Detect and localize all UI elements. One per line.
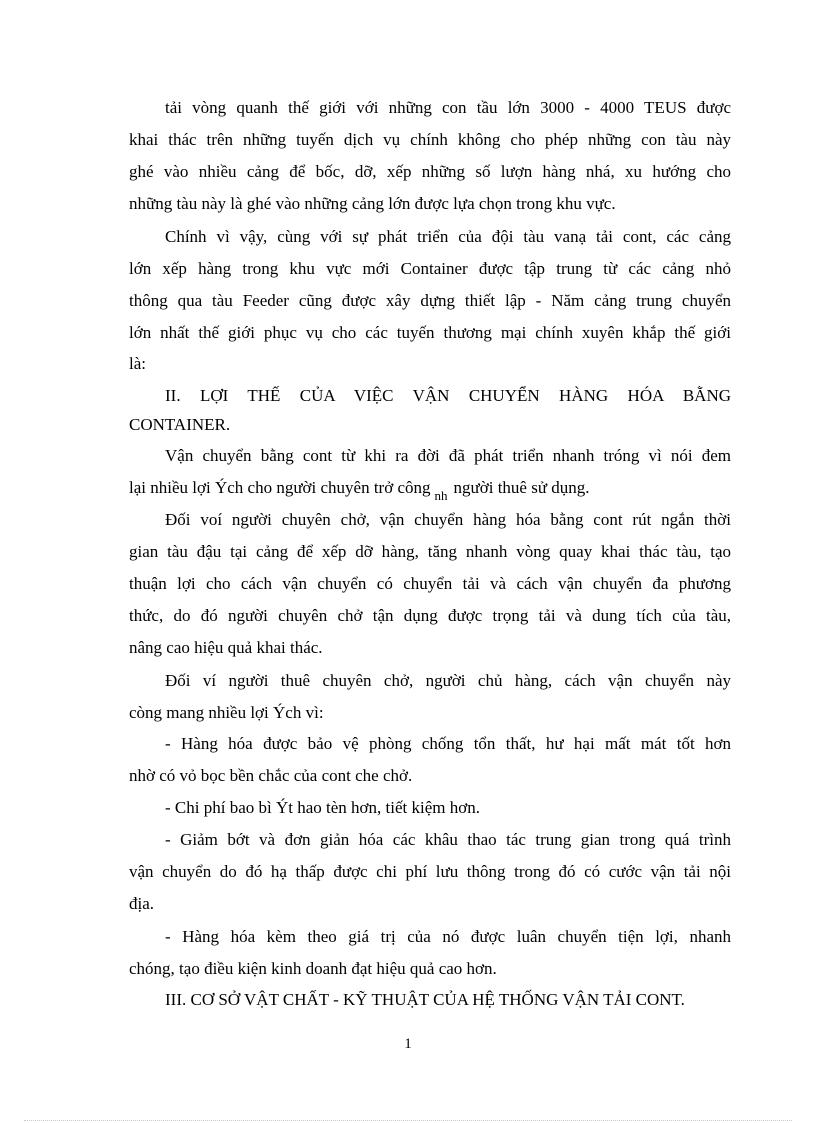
text-line: Đối ví người thuê chuyên chở, người chủ hàng, cách vận chuyển này xyxy=(165,671,731,690)
text-line: tải vòng quanh thế giới với những con tầu lớn 3000 - 4000 TEUS được xyxy=(165,98,731,117)
text-line: địa. xyxy=(129,894,155,913)
text-line: những tàu này là ghé vào những cảng lớn được lựa chọn trong khu vực. xyxy=(129,194,616,213)
text-line: nâng cao hiệu quả khai thác. xyxy=(129,638,323,657)
list-item: - Hàng hóa kèm theo giá trị của nó được luân chuyển tiện lợi, nhanh xyxy=(165,927,731,946)
text-line-with-subscript xyxy=(129,477,731,503)
text-line: là: xyxy=(129,354,146,373)
list-item: - Giảm bớt và đơn giản hóa các khâu thao tác trung gian trong quá trình xyxy=(165,830,731,849)
page-bottom-divider xyxy=(24,1120,792,1121)
text-line: thức, do đó người chuyên chở tận dụng được trọng tải và dung tích của tàu, xyxy=(129,606,731,625)
text-fragment: người thuê sử dụng. xyxy=(453,478,590,497)
text-line: thông qua tàu Feeder cũng được xây dựng thiết lập - Năm cảng trung chuyển xyxy=(129,291,731,310)
text-line: vận chuyển do đó hạ thấp được chi phí lưu thông trong đó có cước vận tải nội xyxy=(129,862,731,881)
text-line: chóng, tạo điều kiện kinh doanh đạt hiệu quả cao hơn. xyxy=(129,959,497,978)
page-number: 1 xyxy=(404,1036,412,1052)
text-line: ghé vào nhiều cảng để bốc, dỡ, xếp những số lượn hàng nhá, xu hướng cho xyxy=(129,162,731,181)
text-line: lớn xếp hàng trong khu vực mới Container được tập trung từ các cảng nhỏ xyxy=(129,259,731,278)
subscript-fragment: nh xyxy=(434,488,448,503)
section-heading: III. CƠ SỞ VẬT CHẤT - KỸ THUẬT CỦA HỆ THỐNG VẬN TẢI CONT. xyxy=(165,990,685,1009)
list-item: - Hàng hóa được bảo vệ phòng chống tổn thất, hư hại mất mát tốt hơn xyxy=(165,734,731,753)
text-line: Vận chuyển bằng cont từ khi ra đời đã phát triển nhanh tróng vì nói đem xyxy=(165,446,731,465)
text-line: Chính vì vậy, cùng với sự phát triển của đội tàu vanạ tải cont, các cảng xyxy=(165,227,731,246)
text-line: lớn nhất thế giới phục vụ cho các tuyến thương mại chính xuyên khắp thế giới xyxy=(129,323,731,342)
list-item: - Chi phí bao bì Ýt hao tèn hơn, tiết kiệm hơn. xyxy=(165,798,480,817)
text-line: thuận lợi cho cách vận chuyển có chuyển tải và cách vận chuyển đa phương xyxy=(129,574,731,593)
section-heading: II. LỢI THẾ CỦA VIỆC VẬN CHUYỂN HÀNG HÓA BẰNG xyxy=(165,386,731,405)
text-fragment: lại nhiều lợi Ých cho người chuyên trở công xyxy=(129,478,431,497)
text-line: còng mang nhiều lợi Ých vì: xyxy=(129,703,324,722)
text-line: nhờ có vỏ bọc bền chắc của cont che chở. xyxy=(129,766,413,785)
text-line: gian tàu đậu tại cảng để xếp dỡ hàng, tăng nhanh vòng quay khai thác tàu, tạo xyxy=(129,542,731,561)
section-heading-continued: CONTAINER. xyxy=(129,415,231,434)
text-line: khai thác trên những tuyến dịch vụ chính không cho phép những con tàu này xyxy=(129,130,731,149)
text-line: Đối voí người chuyên chở, vận chuyển hàng hóa bằng cont rút ngắn thời xyxy=(165,510,731,529)
